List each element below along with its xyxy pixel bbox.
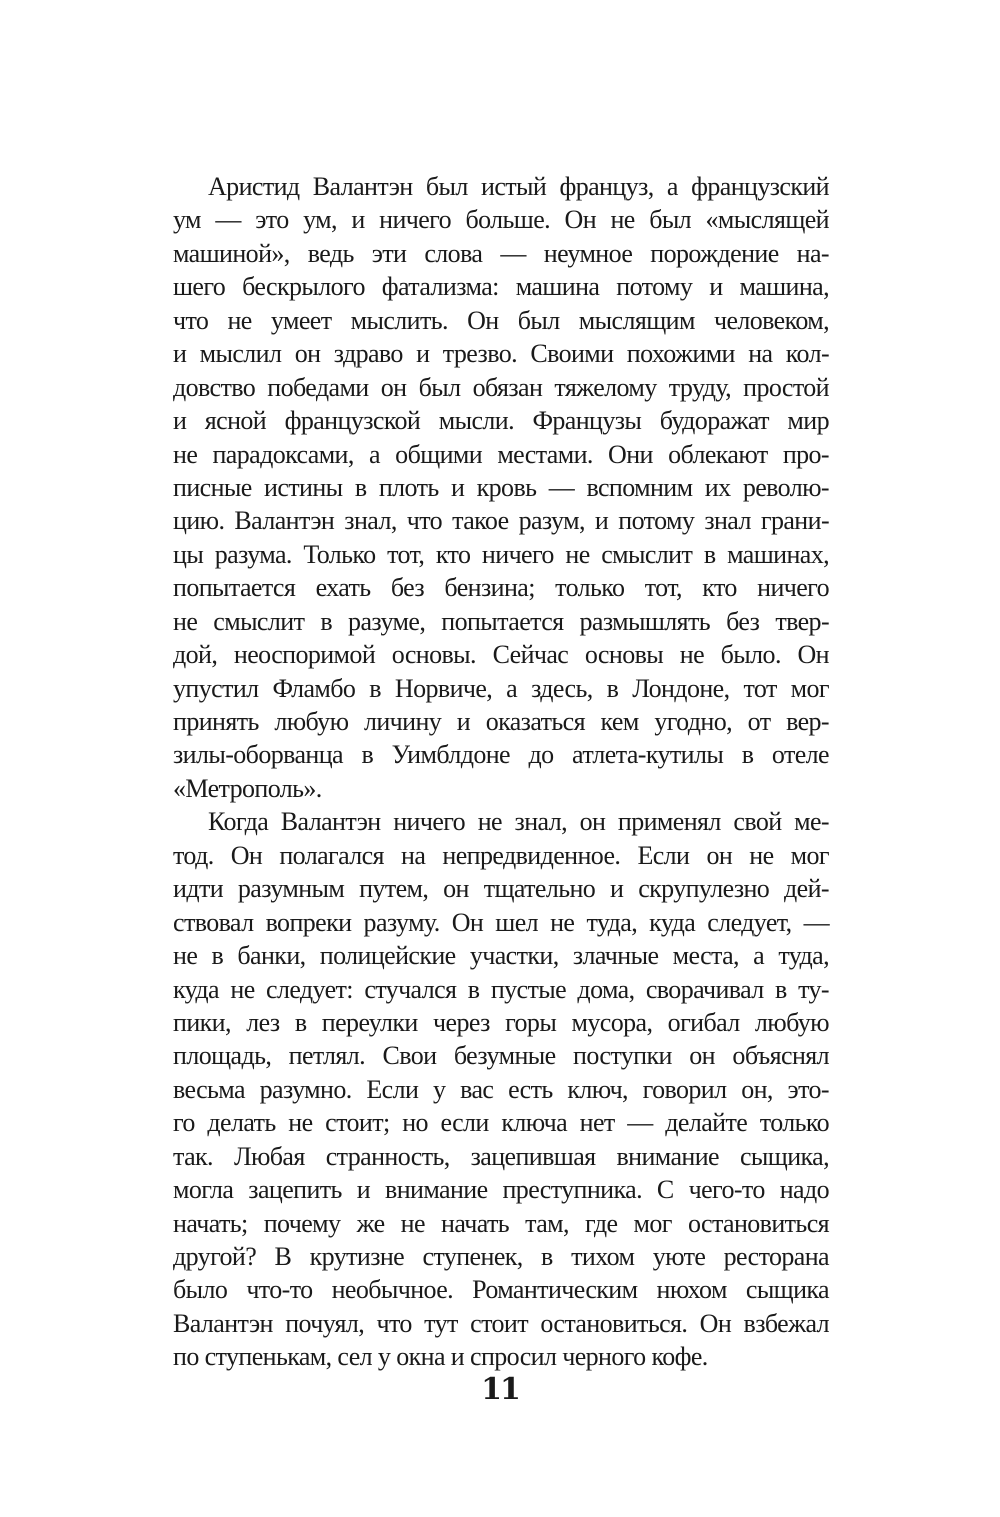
text-line: и ясной французской мысли. Французы будоражат мир	[173, 406, 829, 436]
text-line: что не умеет мыслить. Он был мыслящим человеком,	[173, 305, 829, 335]
paragraph	[173, 170, 829, 805]
text-line: писные истины в плоть и кровь — вспомним их револю-	[173, 472, 829, 502]
text-line: так. Любая странность, зацепившая внимание сыщика,	[173, 1141, 829, 1171]
text-line: Когда Валантэн ничего не знал, он применял свой ме-	[208, 807, 829, 837]
text-line: принять любую личину и оказаться кем угодно, от вер-	[173, 707, 829, 736]
text-line: довство победами он был обязан тяжелому труду, простой	[173, 372, 829, 402]
text-line: упустил Фламбо в Норвиче, а здесь, в Лондоне, тот мог	[173, 673, 829, 703]
text-line: не в банки, полицейские участки, злачные места, а туда,	[173, 941, 829, 971]
page-number: 11	[481, 1372, 519, 1407]
text-line: площадь, петлял. Свои безумные поступки он объяснял	[173, 1041, 829, 1071]
text-line: не смыслит в разуме, попытается размышлять без твер-	[173, 606, 829, 636]
text-line: «Метрополь».	[173, 773, 322, 803]
text-line: пики, лез в переулки через горы мусора, огибал любую	[173, 1007, 829, 1037]
text-line: цию. Валантэн знал, что такое разум, и потому знал грани-	[173, 506, 829, 536]
text-line: идти разумным путем, он тщательно и скрупулезно дей-	[173, 874, 829, 904]
page-body	[173, 170, 829, 1374]
text-line: куда не следует: стучался в пустые дома, сворачивал в ту-	[173, 974, 829, 1004]
text-line: не парадоксами, а общими местами. Они облекают про-	[173, 439, 829, 469]
text-line: ум — это ум, и ничего больше. Он не был «мыслящей	[173, 205, 829, 235]
text-line: Аристид Валантэн был истый француз, а французский	[208, 172, 829, 201]
text-line: машиной», ведь эти слова — неумное порождение на-	[173, 238, 829, 268]
text-line: зилы-оборванца в Уимблдоне до атлета-кутилы в отеле	[173, 740, 829, 770]
text-line: тод. Он полагался на непредвиденное. Если он не мог	[173, 840, 829, 870]
text-line: начать; почему же не начать там, где мог остановиться	[173, 1208, 829, 1238]
text-line: другой? В крутизне ступенек, в тихом уюте ресторана	[173, 1242, 829, 1271]
text-line: цы разума. Только тот, кто ничего не смыслит в машинах,	[173, 539, 829, 569]
text-line: могла зацепить и внимание преступника. С чего-то надо	[173, 1175, 829, 1205]
text-line: попытается ехать без бензина; только тот, кто ничего	[173, 573, 829, 603]
text-line: было что-то необычное. Романтическим нюхом сыщика	[173, 1275, 829, 1305]
text-line: Валантэн почуял, что тут стоит остановиться. Он взбежал	[173, 1308, 829, 1338]
text-line: и мыслил он здраво и трезво. Своими похожими на кол-	[173, 339, 829, 369]
text-line: весьма разумно. Если у вас есть ключ, говорил он, это-	[173, 1074, 829, 1104]
paragraph	[173, 805, 829, 1373]
text-line: ствовал вопреки разуму. Он шел не туда, куда следует, —	[173, 907, 829, 937]
text-line: го делать не стоит; но если ключа нет — делайте только	[173, 1108, 829, 1138]
text-line: дой, неоспоримой основы. Сейчас основы не было. Он	[173, 640, 829, 670]
text-line: по ступенькам, сел у окна и спросил черного кофе.	[173, 1342, 708, 1372]
text-line: шего бескрылого фатализма: машина потому и машина,	[173, 272, 829, 302]
